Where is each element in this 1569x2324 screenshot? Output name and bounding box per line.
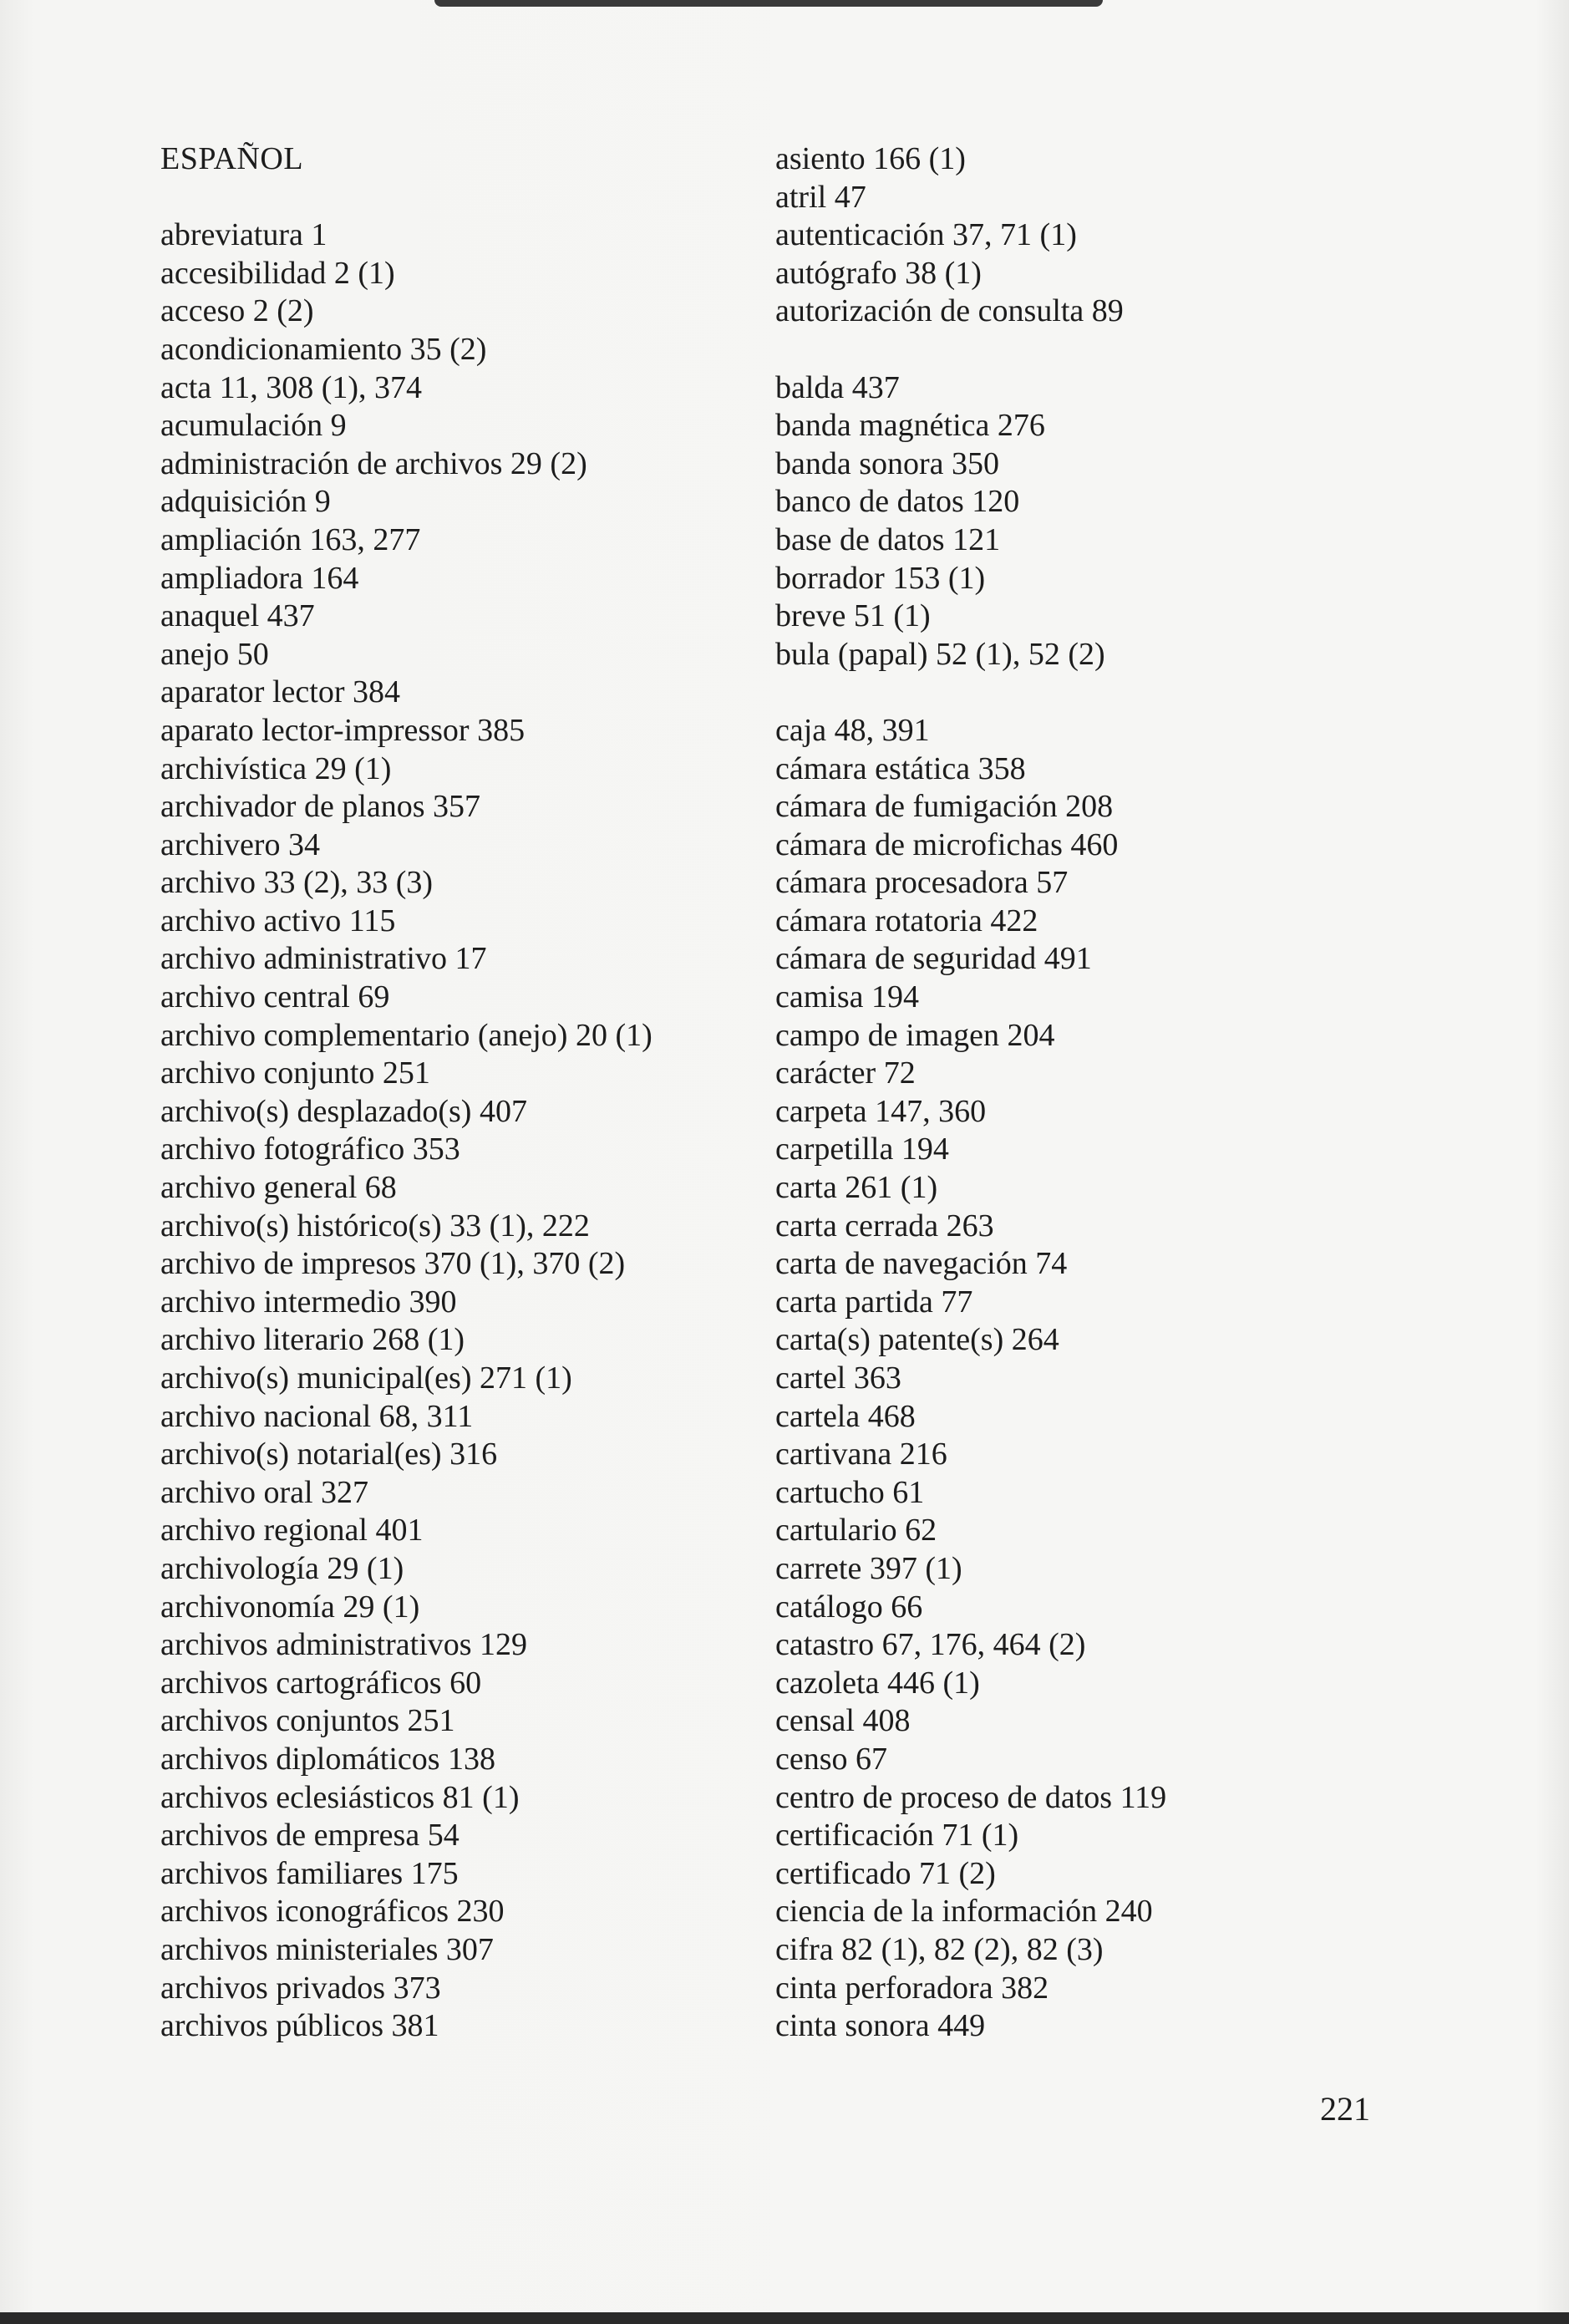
index-entry: archivo(s) histórico(s) 33 (1), 222: [160, 1208, 590, 1243]
index-entry: campo de imagen 204: [775, 1017, 1055, 1053]
index-entry: banda magnética 276: [775, 408, 1045, 444]
index-entry: cinta sonora 449: [775, 2008, 986, 2044]
index-entry: carta partida 77: [775, 1284, 973, 1320]
index-entry: autógrafo 38 (1): [775, 255, 982, 291]
index-entry: archivo complementario (anejo) 20 (1): [160, 1017, 652, 1053]
index-entry: archivo 33 (2), 33 (3): [160, 865, 434, 901]
index-entry: adquisición 9: [160, 484, 331, 520]
index-entry: archivador de planos 357: [160, 789, 481, 825]
spacer: [775, 674, 1460, 712]
index-entry: base de datos 121: [775, 521, 1001, 557]
index-entry: caja 48, 391: [775, 712, 930, 748]
index-entry: cámara de seguridad 491: [775, 941, 1092, 977]
index-entry: ampliadora 164: [160, 560, 359, 596]
index-entry: certificado 71 (2): [775, 1855, 996, 1891]
index-entry: bula (papal) 52 (1), 52 (2): [775, 636, 1105, 672]
index-entry: archivo de impresos 370 (1), 370 (2): [160, 1246, 626, 1282]
index-entry: archivo general 68: [160, 1170, 397, 1206]
index-entry: banco de datos 120: [775, 484, 1020, 520]
index-entry: centro de proceso de datos 119: [775, 1779, 1167, 1815]
index-entry: archivo activo 115: [160, 903, 396, 938]
index-entry: cámara de microfichas 460: [775, 826, 1119, 862]
index-entry: archivo intermedio 390: [160, 1284, 457, 1320]
index-entry: banda sonora 350: [775, 445, 1000, 481]
index-entry: cinta perforadora 382: [775, 1970, 1049, 2006]
index-entry: anejo 50: [160, 636, 269, 672]
index-entry: archivo(s) notarial(es) 316: [160, 1437, 498, 1472]
index-entry: archivo nacional 68, 311: [160, 1398, 474, 1434]
index-entry: archivos de empresa 54: [160, 1818, 460, 1854]
index-entry: archivos administrativos 129: [160, 1627, 528, 1663]
index-entry: cartel 363: [775, 1360, 901, 1396]
index-entry: ciencia de la información 240: [775, 1894, 1153, 1930]
index-entry: archivos iconográficos 230: [160, 1894, 505, 1930]
index-entry: archivos cartográficos 60: [160, 1665, 482, 1701]
entries-letter-a: [775, 140, 1460, 331]
index-entry: archivo administrativo 17: [160, 941, 487, 977]
index-entry: cartivana 216: [775, 1437, 947, 1472]
index-entry: cartela 468: [775, 1398, 916, 1434]
index-entry: archivología 29 (1): [160, 1550, 404, 1586]
index-entry: borrador 153 (1): [775, 560, 986, 596]
entries-letter-c: [775, 712, 1460, 2046]
index-entry: archivo fotográfico 353: [160, 1131, 460, 1167]
index-entry: cifra 82 (1), 82 (2), 82 (3): [775, 1931, 1104, 1967]
index-entry: archivos públicos 381: [160, 2008, 439, 2044]
index-entry: carácter 72: [775, 1055, 916, 1091]
index-entry: carta 261 (1): [775, 1170, 938, 1206]
index-entry: archivonomía 29 (1): [160, 1589, 420, 1625]
index-entry: archivero 34: [160, 826, 320, 862]
index-entry: aparato lector-impressor 385: [160, 712, 526, 748]
index-entry: archivo(s) desplazado(s) 407: [160, 1093, 527, 1129]
index-entry: acondicionamiento 35 (2): [160, 331, 487, 367]
index-entry: atril 47: [775, 179, 866, 215]
index-entry: censo 67: [775, 1741, 888, 1777]
index-entry: catastro 67, 176, 464 (2): [775, 1627, 1086, 1663]
index-entry: aparator lector 384: [160, 674, 400, 710]
index-entry: autorización de consulta 89: [775, 293, 1124, 329]
index-entry: ampliación 163, 277: [160, 521, 421, 557]
index-entry: archivo regional 401: [160, 1513, 424, 1548]
index-entry: carta cerrada 263: [775, 1208, 994, 1243]
entries-letter-b: [775, 369, 1460, 674]
index-entry: archivos eclesiásticos 81 (1): [160, 1779, 520, 1815]
index-entry: acceso 2 (2): [160, 293, 314, 329]
section-heading: ESPAÑOL: [160, 141, 304, 176]
left-entry-list: [160, 216, 762, 2046]
spacer: [160, 179, 762, 217]
index-entry: cámara estática 358: [775, 750, 1026, 786]
index-entry: carpeta 147, 360: [775, 1093, 987, 1129]
page-number: 221: [1320, 2090, 1370, 2128]
index-entry: acta 11, 308 (1), 374: [160, 369, 423, 405]
index-entry: archivos diplomáticos 138: [160, 1741, 496, 1777]
index-entry: archivo literario 268 (1): [160, 1322, 465, 1358]
index-entry: cartulario 62: [775, 1513, 937, 1548]
index-entry: camisa 194: [775, 979, 920, 1015]
index-entry: archivos ministeriales 307: [160, 1931, 494, 1967]
index-entry: accesibilidad 2 (1): [160, 255, 395, 291]
index-entry: acumulación 9: [160, 408, 347, 444]
index-entry: anaquel 437: [160, 598, 315, 634]
index-entry: abreviatura 1: [160, 217, 328, 253]
index-entry: archivo conjunto 251: [160, 1055, 430, 1091]
left-index-column: [160, 140, 762, 2046]
index-entry: carta de navegación 74: [775, 1246, 1068, 1282]
index-entry: archivos familiares 175: [160, 1855, 459, 1891]
scan-bottom-edge: [0, 2312, 1569, 2324]
index-entry: administración de archivos 29 (2): [160, 445, 587, 481]
index-entry: cámara rotatoria 422: [775, 903, 1038, 938]
index-entry: archivos privados 373: [160, 1970, 441, 2006]
index-entry: archivística 29 (1): [160, 750, 392, 786]
index-entry: cámara procesadora 57: [775, 865, 1069, 901]
index-entry: carrete 397 (1): [775, 1550, 962, 1586]
index-entry: archivos conjuntos 251: [160, 1703, 455, 1739]
scan-top-shadow: [434, 0, 1103, 7]
index-entry: carta(s) patente(s) 264: [775, 1322, 1059, 1358]
index-entry: catálogo 66: [775, 1589, 923, 1625]
index-entry: cartucho 61: [775, 1474, 925, 1510]
index-entry: certificación 71 (1): [775, 1818, 1019, 1854]
index-entry: cazoleta 446 (1): [775, 1665, 980, 1701]
index-entry: breve 51 (1): [775, 598, 931, 634]
index-entry: archivo(s) municipal(es) 271 (1): [160, 1360, 572, 1396]
spacer: [775, 331, 1460, 369]
index-entry: cámara de fumigación 208: [775, 789, 1114, 825]
index-entry: asiento 166 (1): [775, 141, 966, 176]
index-entry: carpetilla 194: [775, 1131, 949, 1167]
index-entry: archivo central 69: [160, 979, 390, 1015]
index-entry: autenticación 37, 71 (1): [775, 217, 1077, 253]
right-index-column: [775, 140, 1460, 2046]
index-entry: archivo oral 327: [160, 1474, 369, 1510]
index-entry: balda 437: [775, 369, 900, 405]
index-entry: censal 408: [775, 1703, 911, 1739]
